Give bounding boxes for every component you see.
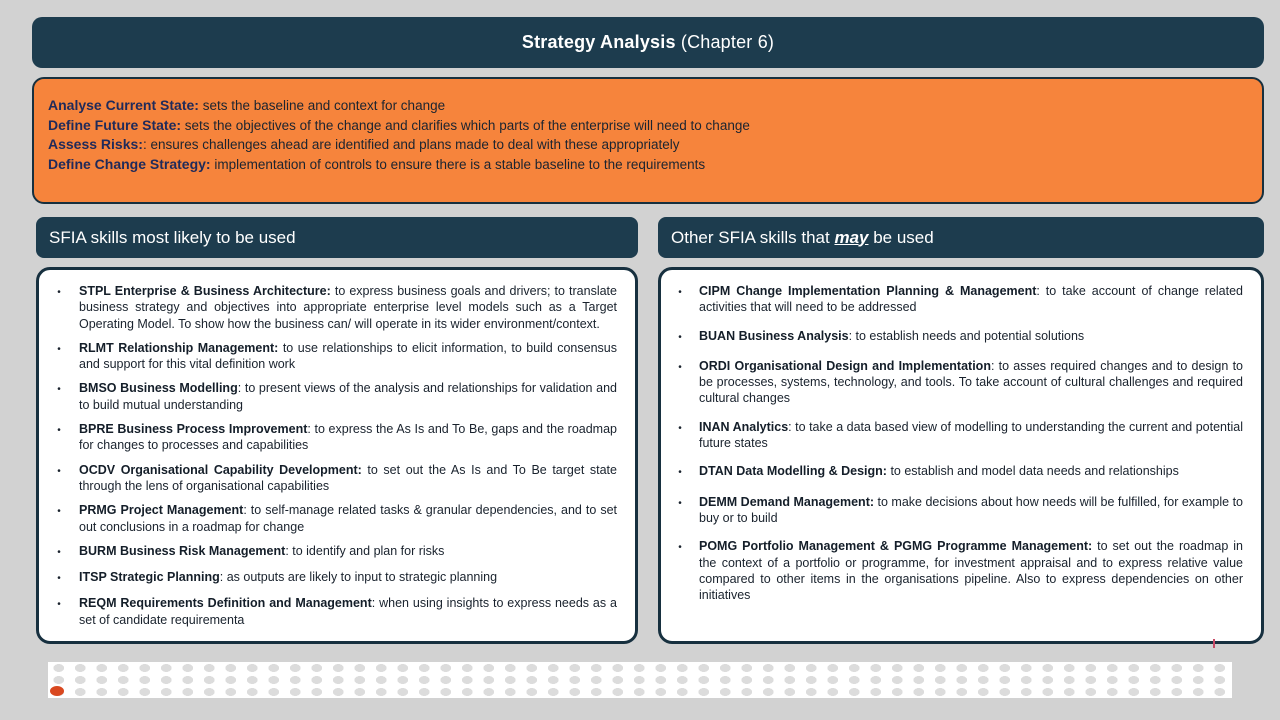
skill-item (39, 421, 617, 454)
left-skills-panel (36, 267, 638, 644)
bullet-icon: • (57, 343, 61, 355)
skill-item (661, 538, 1243, 603)
bullet-icon: • (57, 573, 61, 585)
skill-text: BUAN Business Analysis: to establish needs and potential solutions (699, 328, 1085, 343)
slide-title (522, 32, 774, 53)
skill-item (39, 462, 617, 495)
skill-text: ORDI Organisational Design and Implementation: to asses required changes and to design to be processes, systems, technology, and tools. To take account of cultural challenges and required cultural changes (699, 358, 1243, 406)
overview-line: Define Change Strategy: implementation of controls to ensure there is a stable baseline to the requirements (48, 155, 706, 172)
bullet-icon: • (678, 497, 682, 509)
skill-text: DTAN Data Modelling & Design: to establish and model data needs and relationships (699, 464, 1179, 479)
skill-text: PRMG Project Management: to self-manage related tasks & granular dependencies, and to set out conclusions in a roadmap for change (79, 503, 617, 534)
bullet-icon: • (57, 546, 61, 558)
bullet-icon: • (57, 287, 61, 298)
skill-text: STPL Enterprise & Business Architecture: to express business goals and drivers; to translate business strategy and objectives into appropriate enterprise level models such as a Target Operating Model. To show how the business can/ will operate in its wider environment/context. (79, 284, 617, 331)
skill-text: ITSP Strategic Planning: as outputs are likely to input to strategic planning (79, 570, 498, 585)
bullet-icon: • (678, 287, 682, 298)
bullet-icon: • (57, 384, 61, 396)
bullet-icon: • (678, 361, 682, 373)
bullet-icon: • (678, 331, 682, 343)
skill-text: RLMT Relationship Management: to use relationships to elicit information, to build consensus and support for this vital definition work (79, 340, 617, 372)
left-panel-header-label: SFIA skills most likely to be used (49, 227, 296, 247)
right-skills-list (661, 283, 1261, 603)
slide-title-bold: Strategy Analysis (521, 32, 676, 52)
skill-item (39, 340, 617, 373)
may-emphasis: may (834, 227, 869, 247)
slide-title-regular: (Chapter 6) (675, 32, 775, 52)
slide-title-bar (32, 17, 1264, 68)
skill-item (39, 595, 617, 628)
dot-strip (48, 662, 1232, 698)
skill-text: DEMM Demand Management: to make decisions about how needs will be fulfilled, for example to buy or to build (699, 494, 1243, 525)
overview-line: Assess Risks:: ensures challenges ahead are identified and plans made to deal with these appropriately (48, 136, 680, 152)
bullet-icon: • (57, 599, 61, 611)
overview-panel (32, 77, 1264, 204)
skill-item (661, 283, 1243, 316)
skill-text: BMSO Business Modelling: to present views of the analysis and relationships for validation and to build mutual understanding (79, 381, 617, 412)
accent-dot (50, 686, 64, 696)
bullet-icon: • (57, 425, 61, 437)
skill-text: BPRE Business Process Improvement: to express the As Is and To Be, gaps and the roadmap for changes to processes and capabilities (79, 422, 617, 453)
skill-item (39, 502, 617, 535)
skill-text: INAN Analytics: to take a data based view of modelling to understanding the current and potential future states (699, 419, 1243, 451)
skill-item (39, 283, 617, 332)
skill-item (661, 463, 1243, 481)
right-panel-header-label: Other SFIA skills that may be used (671, 227, 934, 247)
skill-item (661, 328, 1243, 346)
skill-text: POMG Portfolio Management & PGMG Programme Management: to set out the roadmap in the context of a portfolio or programme, for investment appraisal and to express relative value compared to other items in the organisations pipeline. Also to express dependencies on other initiatives (699, 539, 1243, 603)
skill-item (661, 419, 1243, 452)
right-skills-panel (658, 267, 1264, 644)
bullet-icon: • (57, 506, 61, 518)
bullet-icon: • (678, 467, 682, 479)
bullet-icon: • (678, 542, 682, 554)
skill-item (39, 569, 617, 587)
left-skills-list (39, 283, 635, 628)
left-panel-header (36, 217, 638, 258)
right-panel-header (658, 217, 1264, 258)
stray-mark (1213, 639, 1215, 648)
skill-item (661, 494, 1243, 527)
skill-item (661, 358, 1243, 407)
overview-line: Define Future State: sets the objectives of the change and clarifies which parts of the enterprise will need to change (48, 116, 750, 133)
skill-item (39, 380, 617, 413)
skill-text: OCDV Organisational Capability Development: to set out the As Is and To Be target state through the lens of organisational capabilities (79, 462, 617, 493)
overview-line: Analyse Current State: sets the baseline and context for change (48, 97, 446, 113)
skill-item (39, 543, 617, 561)
bullet-icon: • (57, 465, 61, 477)
skill-text: REQM Requirements Definition and Management: when using insights to express needs as a set of candidate requirementa (79, 596, 617, 627)
skill-text: BURM Business Risk Management: to identify and plan for risks (79, 543, 445, 558)
bullet-icon: • (678, 422, 682, 434)
skill-text: CIPM Change Implementation Planning & Management: to take account of change related activities that will need to be addressed (699, 284, 1244, 315)
